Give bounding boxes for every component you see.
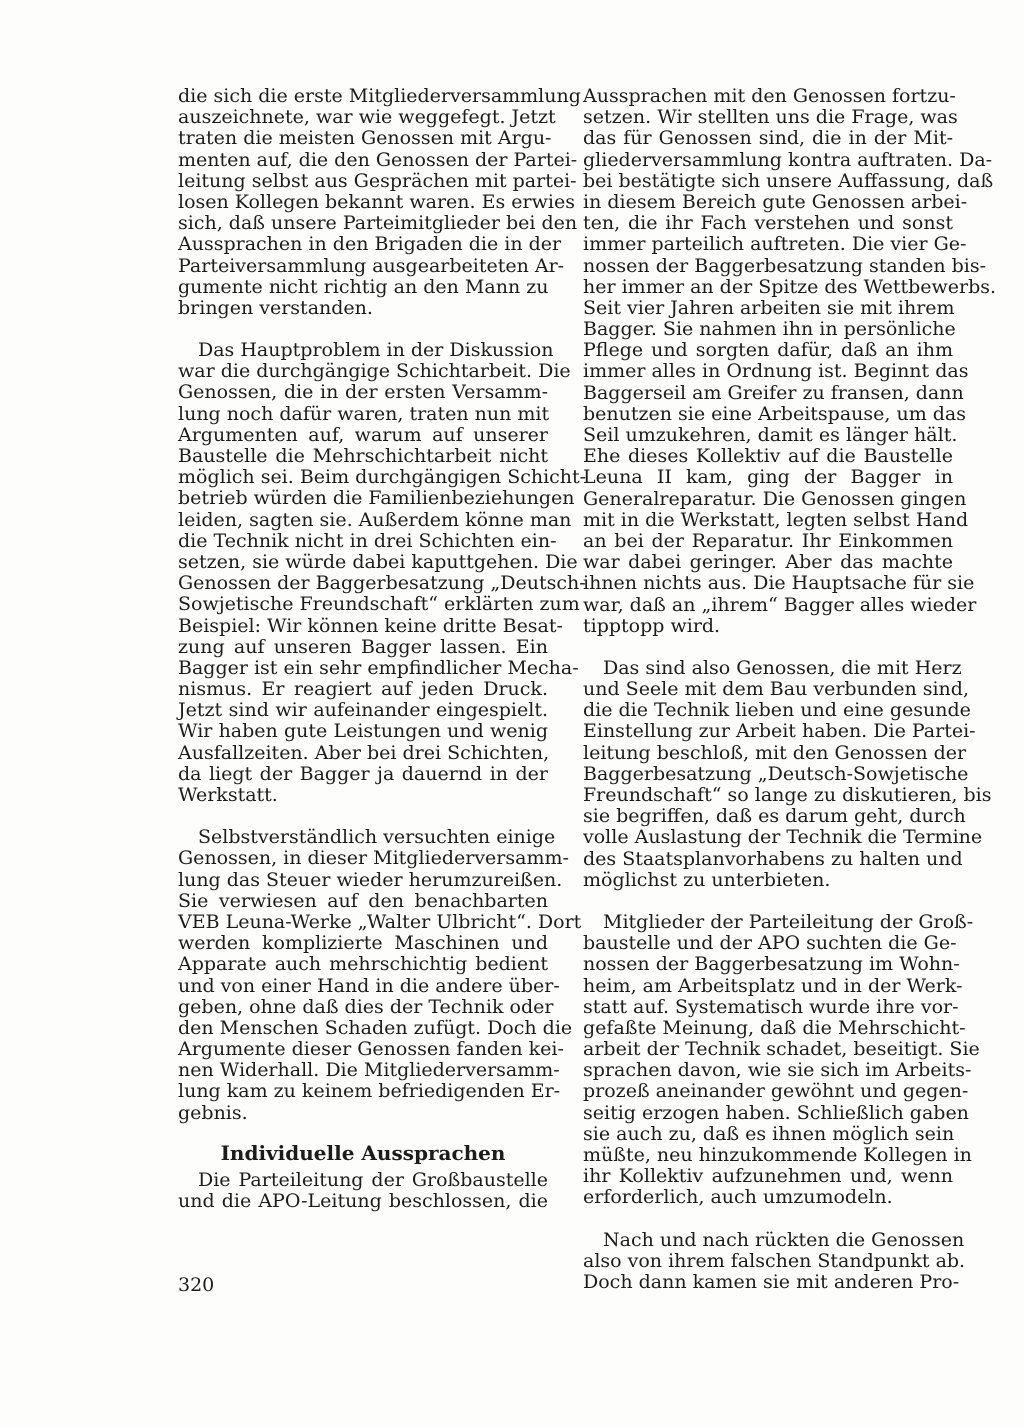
text-line: Mitglieder der Parteileitung der Groß- xyxy=(603,910,974,933)
text-line: setzen. Wir stellten uns die Frage, was xyxy=(583,106,958,129)
paragraph-gap xyxy=(583,891,953,912)
text-line: des Staatsplanvorhabens zu halten und xyxy=(583,847,963,870)
text-line: Baggerbesatzung „Deutsch-Sowjetische xyxy=(583,762,969,785)
text-line: benutzen sie eine Arbeitspause, um das xyxy=(583,402,967,425)
text-line: Seil umzukehren, damit es länger hält. xyxy=(583,424,958,446)
text-line: immer alles in Ordnung ist. Beginnt das xyxy=(583,360,969,383)
text-line: war dabei geringer. Aber das machte xyxy=(583,551,953,574)
text-line: und von einer Hand in die andere über- xyxy=(178,974,560,997)
text-line: Sie verwiesen auf den benachbarten xyxy=(178,889,548,912)
text-line: auszeichnete, war wie weggefegt. Jetzt xyxy=(178,106,556,129)
text-line: Seit vier Jahren arbeiten sie mit ihrem xyxy=(583,296,955,319)
paragraph-gap xyxy=(178,806,548,827)
text-line: Wir haben gute Leistungen und wenig xyxy=(178,720,548,743)
paragraph-gap xyxy=(178,319,548,340)
text-line: war die durchgängige Schichtarbeit. Die xyxy=(178,360,571,383)
text-line: werden komplizierte Maschinen und xyxy=(178,932,548,955)
text-line: und Seele mit dem Bau verbunden sind, xyxy=(583,678,969,701)
text-line: gumente nicht richtig an den Mann zu xyxy=(178,275,549,298)
text-line: gliederversammlung kontra auftraten. Da- xyxy=(583,148,993,171)
text-line: Beispiel: Wir können keine dritte Besat- xyxy=(178,614,563,637)
paragraph xyxy=(178,85,581,319)
text-line: Aussprachen mit den Genossen fortzu- xyxy=(583,85,956,107)
text-line: Werkstatt. xyxy=(178,784,278,806)
text-line: Leuna II kam, ging der Bagger in xyxy=(583,466,953,489)
paragraph-gap xyxy=(178,1124,548,1138)
text-line: möglichst zu unterbieten. xyxy=(583,868,831,891)
text-line: menten auf, die den Genossen der Partei- xyxy=(178,148,578,171)
text-line: nen Widerhall. Die Mitgliederversamm- xyxy=(178,1059,560,1082)
paragraph xyxy=(178,339,587,806)
text-line: sich, daß unsere Parteimitglieder bei den xyxy=(178,212,578,235)
text-line: Genossen der Baggerbesatzung „Deutsch- xyxy=(178,572,586,595)
text-line: sprachen davon, wie sie sich im Arbeits- xyxy=(583,1059,972,1082)
text-line: die Technik nicht in drei Schichten ein- xyxy=(178,529,557,552)
text-line: Baggerseil am Greifer zu fransen, dann xyxy=(583,381,964,404)
text-line: prozeß aneinander gewöhnt und gegen- xyxy=(583,1080,969,1103)
text-line: die sich die erste Mitgliederversammlung xyxy=(178,85,581,107)
text-line: VEB Leuna-Werke „Walter Ulbricht“. Dort xyxy=(178,910,582,933)
text-line: tipptopp wird. xyxy=(583,614,721,637)
text-line: Baustelle die Mehrschichtarbeit nicht xyxy=(178,445,548,467)
text-line: geben, ohne daß dies der Technik oder xyxy=(178,995,554,1018)
section-heading: Individuelle Aussprachen xyxy=(220,1140,506,1165)
text-line: lung das Steuer wieder herumzureißen. xyxy=(178,868,563,891)
text-line: statt auf. Systematisch wurde ihre vor- xyxy=(583,995,959,1018)
text-line: Nach und nach rückten die Genossen xyxy=(603,1228,965,1251)
text-line: leiden, sagten sie. Außerdem könne man xyxy=(178,508,572,531)
text-line: Argumenten auf, warum auf unserer xyxy=(178,423,548,446)
paragraph-gap xyxy=(583,1209,953,1230)
text-line: Aussprachen in den Brigaden die in der xyxy=(178,233,562,256)
text-line: müßte, neu hinzukommende Kollegen in xyxy=(583,1144,972,1166)
text-line: Das sind also Genossen, die mit Herz xyxy=(603,656,962,679)
text-line: die die Technik lieben und eine gesunde xyxy=(583,699,971,722)
text-line: Die Parteileitung der Großbaustelle xyxy=(198,1168,548,1191)
paragraph xyxy=(583,85,997,637)
text-line: traten die meisten Genossen mit Argu- xyxy=(178,127,552,150)
text-line: also von ihrem falschen Standpunkt ab. xyxy=(583,1249,966,1272)
text-line: und die APO-Leitung beschlossen, die xyxy=(178,1190,548,1212)
text-line: baustelle und der APO suchten die Ge- xyxy=(583,932,957,955)
text-line: da liegt der Bagger ja dauernd in der xyxy=(178,762,548,785)
text-line: Parteiversammlung ausgearbeiteten Ar- xyxy=(178,254,565,277)
paragraph xyxy=(178,826,582,1124)
paragraph xyxy=(583,910,980,1209)
text-line: Freundschaft“ so lange zu diskutieren, bis xyxy=(583,784,992,806)
text-line: betrieb würden die Familienbeziehungen xyxy=(178,487,575,510)
text-line: erforderlich, auch umzumodeln. xyxy=(583,1186,893,1209)
text-line: Doch dann kamen sie mit anderen Pro- xyxy=(583,1270,960,1293)
paragraph-gap xyxy=(583,637,953,658)
text-line: nossen der Baggerbesatzung im Wohn- xyxy=(583,953,960,976)
text-line: an bei der Reparatur. Ihr Einkommen xyxy=(583,529,953,552)
text-line: Sowjetische Freundschaft“ erklärten zum xyxy=(178,593,580,616)
text-line: seitig erzogen haben. Schließlich gaben xyxy=(583,1101,969,1124)
right-column xyxy=(583,85,997,1293)
text-line: Das Hauptproblem in der Diskussion xyxy=(198,339,554,362)
text-line: nismus. Er reagiert auf jeden Druck. xyxy=(178,678,548,701)
paragraph xyxy=(583,1228,966,1294)
text-line: setzen, sie würde dabei kaputtgehen. Die xyxy=(178,550,578,573)
text-line: volle Auslastung der Technik die Termine xyxy=(583,826,983,849)
text-line: ihr Kollektiv aufzunehmen und, wenn xyxy=(583,1165,953,1188)
text-line: Pflege und sorgten dafür, daß an ihm xyxy=(583,339,953,362)
text-line: nossen der Baggerbesatzung standen bis- xyxy=(583,254,987,277)
text-line: losen Kollegen bekannt waren. Es erwies xyxy=(178,190,575,213)
text-line: Argumente dieser Genossen fanden kei- xyxy=(178,1038,564,1061)
text-line: leitung selbst aus Gesprächen mit partei- xyxy=(178,169,577,192)
text-line: ihnen nichts aus. Die Hauptsache für sie xyxy=(583,572,975,595)
text-line: war, daß an „ihrem“ Bagger alles wieder xyxy=(583,593,977,616)
text-line: bei bestätigte sich unsere Auffassung, daß xyxy=(583,169,994,192)
text-line: zung auf unseren Bagger lassen. Ein xyxy=(178,635,548,658)
text-line: Bagger. Sie nahmen ihn in persönliche xyxy=(583,318,956,341)
text-line: möglich sei. Beim durchgängigen Schicht- xyxy=(178,466,587,489)
text-line: Ausfallzeiten. Aber bei drei Schichten, xyxy=(178,741,550,764)
left-column xyxy=(178,85,587,1212)
text-line: mit in die Werkstatt, legten selbst Hand xyxy=(583,508,969,531)
text-line: Apparate auch mehrschichtig bedient xyxy=(178,953,548,976)
paragraph xyxy=(583,656,992,891)
text-line: leitung beschloß, mit den Genossen der xyxy=(583,741,967,764)
text-line: arbeit der Technik schadet, beseitigt. Sie xyxy=(583,1038,980,1061)
text-line: Einstellung zur Arbeit haben. Die Partei- xyxy=(583,720,976,743)
text-line: immer parteilich auftreten. Die vier Ge- xyxy=(583,233,967,256)
text-line: Genossen, in dieser Mitgliederversamm- xyxy=(178,847,569,870)
text-line: das für Genossen sind, die in der Mit- xyxy=(583,127,953,150)
text-line: Jetzt sind wir aufeinander eingespielt. xyxy=(178,699,548,722)
text-line: bringen verstanden. xyxy=(178,296,373,319)
text-line: den Menschen Schaden zufügt. Doch die xyxy=(178,1016,573,1039)
text-line: ten, die ihr Fach verstehen und sonst xyxy=(583,212,953,235)
text-line: Generalreparatur. Die Genossen gingen xyxy=(583,487,967,510)
text-line: lung noch dafür waren, traten nun mit xyxy=(178,402,550,425)
paragraph xyxy=(178,1170,548,1212)
text-line: her immer an der Spitze des Wettbewerbs. xyxy=(583,275,997,298)
text-line: Ehe dieses Kollektiv auf die Baustelle xyxy=(583,445,953,468)
text-line: Bagger ist ein sehr empfindlicher Mecha- xyxy=(178,656,579,679)
text-line: Selbstverständlich versuchten einige xyxy=(198,826,556,849)
text-line: lung kam zu keinem befriedigenden Er- xyxy=(178,1080,561,1103)
text-line: Genossen, die in der ersten Versamm- xyxy=(178,381,548,404)
text-line: gefaßte Meinung, daß die Mehrschicht- xyxy=(583,1016,966,1039)
text-line: heim, am Arbeitsplatz und in der Werk- xyxy=(583,974,963,997)
text-line: sie auch zu, daß es ihnen möglich sein xyxy=(583,1122,955,1145)
text-line: gebnis. xyxy=(178,1101,248,1124)
page-number: 320 xyxy=(178,1274,215,1296)
text-line: in diesem Bereich gute Genossen arbei- xyxy=(583,190,968,213)
text-line: sie begriffen, daß es darum geht, durch xyxy=(583,805,966,828)
